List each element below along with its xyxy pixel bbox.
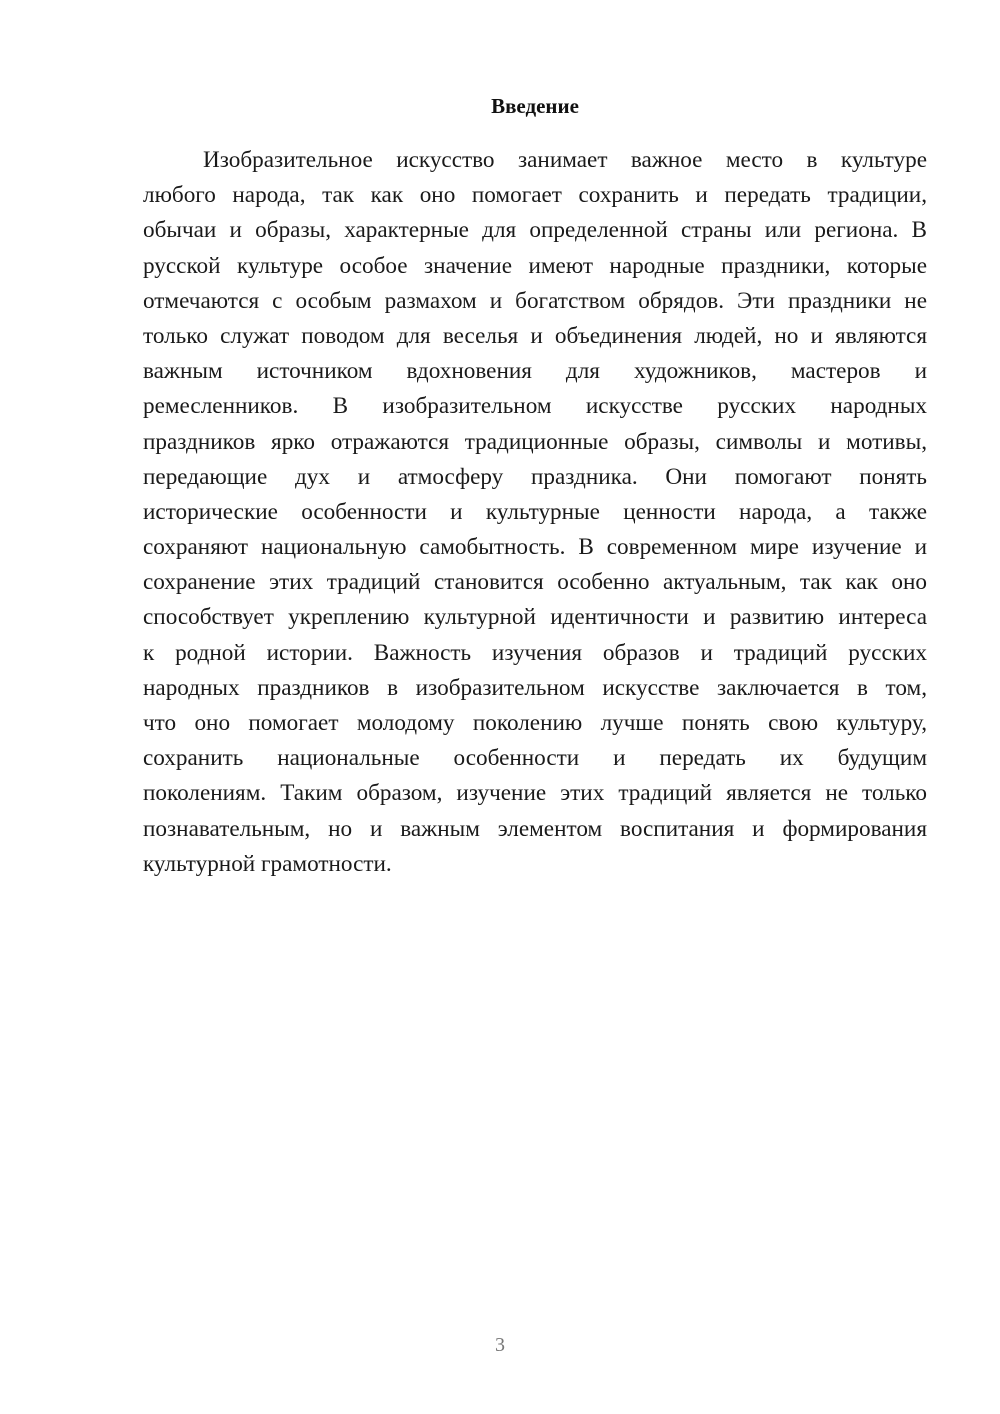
paragraph-line: способствует укреплению культурной идентичности и развитию интереса [143,604,927,631]
paragraph-line: исторические особенности и культурные ценности народа, а также [143,498,927,525]
paragraph-line: только служат поводом для веселья и объединения людей, но и являются [143,322,927,349]
page-number: 3 [495,1334,505,1356]
paragraph-line: сохранение этих традиций становится особенно актуальным, так как оно [143,569,927,596]
paragraph-line: поколениям. Таким образом, изучение этих традиций является не только [143,780,927,807]
page-title: Введение [491,94,579,118]
paragraph-line: ремесленников. В изобразительном искусстве русских народных [143,393,927,420]
paragraph-line: познавательным, но и важным элементом воспитания и формирования [143,815,927,842]
paragraph-line: любого народа, так как оно помогает сохранить и передать традиции, [143,182,927,209]
paragraph-line: русской культуре особое значение имеют народные праздники, которые [143,252,927,279]
paragraph-line: передающие дух и атмосферу праздника. Они помогают понять [143,463,927,490]
paragraph-line: культурной грамотности. [143,850,392,877]
paragraph-line: важным источником вдохновения для художников, мастеров и [143,358,927,385]
paragraph-line: праздников ярко отражаются традиционные образы, символы и мотивы, [143,428,927,455]
paragraph-line: народных праздников в изобразительном искусстве заключается в том, [143,674,927,701]
paragraph-line: что оно помогает молодому поколению лучше понять свою культуру, [143,710,927,736]
body-paragraph [143,143,927,882]
paragraph-line: сохраняют национальную самобытность. В современном мире изучение и [143,534,927,561]
paragraph-line: к родной истории. Важность изучения образов и традиций русских [143,639,927,666]
paragraph-line: обычаи и образы, характерные для определенной страны или региона. В [143,217,927,244]
paragraph-line: Изобразительное искусство занимает важное место в культуре [203,147,927,173]
paragraph-line: отмечаются с особым размахом и богатством обрядов. Эти праздники не [143,287,927,314]
paragraph-line: сохранить национальные особенности и передать их будущим [143,745,927,772]
